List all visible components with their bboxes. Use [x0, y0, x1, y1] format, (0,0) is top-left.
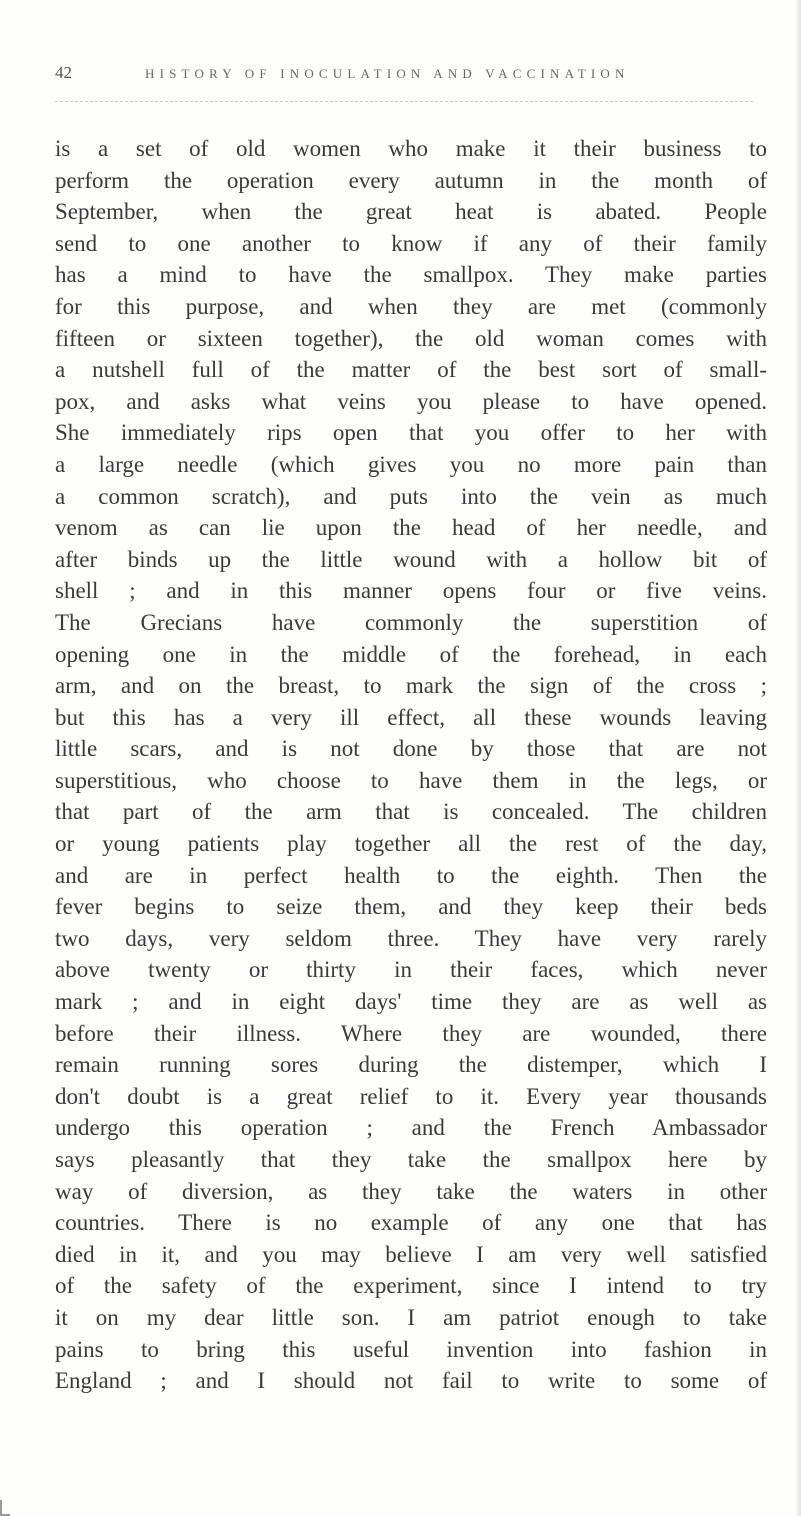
text-line: perform the operation every autumn in the month of [55, 167, 767, 193]
text-line: or young patients play together all the rest of the day, [55, 831, 767, 857]
text-line: opening one in the middle of the forehead, in each [55, 641, 767, 667]
text-line: superstitious, who choose to have them in the legs, or [55, 767, 767, 793]
text-line: She immediately rips open that you offer to her with [55, 420, 767, 446]
body-text [55, 133, 767, 1397]
text-line: mark ; and in eight days' time they are as well as [55, 989, 767, 1015]
text-line: way of diversion, as they take the waters in other [55, 1178, 767, 1204]
text-line: after binds up the little wound with a hollow bit of [55, 546, 767, 572]
text-line: pains to bring this useful invention into fashion in [55, 1336, 767, 1362]
text-line: of the safety of the experiment, since I intend to try [55, 1273, 767, 1299]
corner-mark [0, 1500, 10, 1516]
text-line: countries. There is no example of any one that has [55, 1210, 767, 1236]
header-rule [55, 101, 753, 102]
page-edge-shadow [795, 0, 801, 1516]
page-header [55, 62, 755, 92]
text-line: fever begins to seize them, and they keep their beds [55, 894, 767, 920]
text-line: England ; and I should not fail to write to some of [55, 1368, 767, 1394]
text-line: is a set of old women who make it their business to [55, 136, 767, 161]
text-line: two days, very seldom three. They have very rarely [55, 925, 767, 951]
text-line: it on my dear little son. I am patriot enough to take [55, 1304, 767, 1330]
text-line: shell ; and in this manner opens four or five veins. [55, 578, 767, 604]
text-line: a nutshell full of the matter of the best sort of small- [55, 357, 767, 383]
text-line: before their illness. Where they are wounded, there [55, 1020, 767, 1046]
text-line: and are in perfect health to the eighth. Then the [55, 862, 767, 888]
text-line: September, when the great heat is abated. People [55, 199, 767, 225]
text-line: venom as can lie upon the head of her needle, and [55, 515, 767, 541]
text-line: arm, and on the breast, to mark the sign of the cross ; [55, 673, 767, 699]
text-line: died in it, and you may believe I am very well satisfied [55, 1241, 767, 1267]
text-line: a large needle (which gives you no more pain than [55, 451, 767, 477]
text-line: that part of the arm that is concealed. The children [55, 799, 767, 825]
text-line: The Grecians have commonly the superstition of [55, 609, 767, 635]
text-line: above twenty or thirty in their faces, which never [55, 957, 767, 983]
running-head: HISTORY OF INOCULATION AND VACCINATION [145, 66, 630, 81]
text-line: says pleasantly that they take the smallpox here by [55, 1147, 767, 1172]
text-line: for this purpose, and when they are met (commonly [55, 293, 767, 319]
page-number: 42 [55, 63, 72, 82]
text-line: little scars, and is not done by those that are not [55, 736, 767, 762]
text-line: but this has a very ill effect, all these wounds leaving [55, 704, 767, 730]
text-line: undergo this operation ; and the French Ambassador [55, 1115, 767, 1141]
text-line: send to one another to know if any of their family [55, 230, 767, 256]
text-line: a common scratch), and puts into the vein as much [55, 483, 767, 509]
text-line: remain running sores during the distemper, which I [55, 1052, 767, 1078]
text-line: don't doubt is a great relief to it. Every year thousands [55, 1083, 767, 1109]
text-line: fifteen or sixteen together), the old woman comes with [55, 325, 767, 351]
text-line: pox, and asks what veins you please to have opened. [55, 388, 767, 414]
text-line: has a mind to have the smallpox. They make parties [55, 262, 767, 288]
